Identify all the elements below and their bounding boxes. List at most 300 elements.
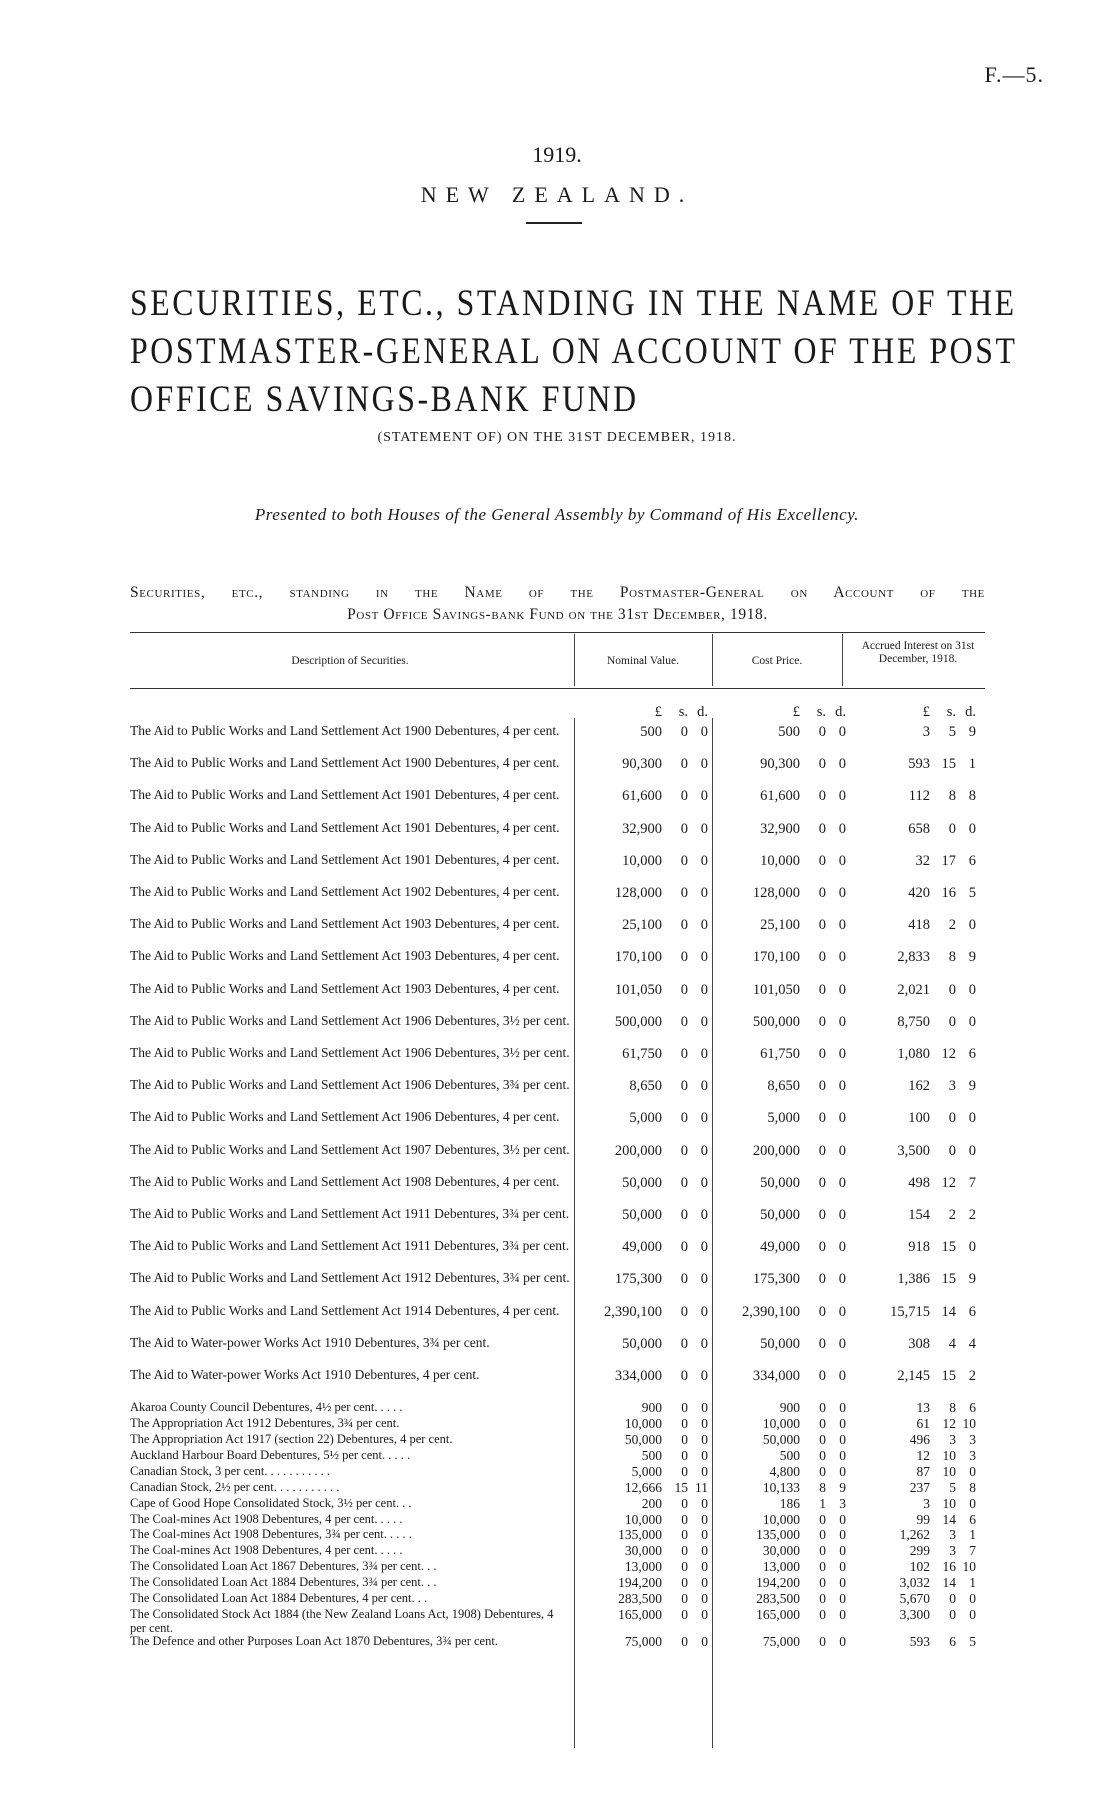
nominal-shillings: 0 <box>681 1633 688 1649</box>
nominal-pounds: 200,000 <box>614 1142 662 1159</box>
accrued-pounds: 3 <box>922 724 930 740</box>
nominal-shillings: 0 <box>681 1511 688 1527</box>
cost-pounds: 50,000 <box>762 1432 800 1447</box>
cost-shillings: 0 <box>819 1575 826 1591</box>
cost-pence: 0 <box>838 1368 846 1384</box>
nominal-shillings: 0 <box>681 1559 688 1575</box>
nominal-shillings: 0 <box>681 1432 688 1447</box>
accrued-pence: 5 <box>968 885 976 901</box>
accrued-pence: 7 <box>969 1543 976 1559</box>
accrued-pence: 5 <box>969 1633 976 1649</box>
accrued-pounds: 2,021 <box>897 981 930 998</box>
security-description: The Aid to Public Works and Land Settlement Act 1903 Debentures, 4 per cent. <box>130 917 560 932</box>
cost-pounds: 32,900 <box>760 820 800 837</box>
cost-pence: 0 <box>838 820 846 837</box>
security-description: Canadian Stock, 3 per cent. . . . . . . . . . . <box>130 1463 330 1478</box>
accrued-shillings: 14 <box>942 1511 956 1527</box>
cost-pence: 0 <box>838 917 846 934</box>
accrued-shillings: 0 <box>948 1013 956 1030</box>
nominal-shillings: 0 <box>680 788 688 805</box>
nominal-shillings: 0 <box>680 981 688 998</box>
accrued-pence: 9 <box>968 1078 976 1095</box>
nominal-shillings: 0 <box>681 1591 688 1606</box>
cost-shillings: 0 <box>818 1303 826 1320</box>
accrued-pence: 0 <box>969 1591 976 1606</box>
nominal-pence: 0 <box>700 1110 708 1127</box>
cost-pence: 0 <box>839 1559 846 1575</box>
table-title <box>130 582 985 626</box>
accrued-shillings: 17 <box>941 852 956 869</box>
cost-shillings: 0 <box>818 1142 826 1159</box>
security-description: Auckland Harbour Board Debentures, 5½ per cent. . . . . <box>130 1447 411 1462</box>
nominal-pence: 0 <box>700 1078 708 1095</box>
nominal-shillings: 0 <box>680 1078 688 1095</box>
accrued-shillings: 0 <box>949 1591 956 1606</box>
accrued-pounds: 1,080 <box>897 1046 930 1062</box>
cost-pounds: 13,000 <box>762 1559 800 1575</box>
cost-pence: 0 <box>838 885 846 901</box>
nominal-pounds: 61,750 <box>622 1046 662 1062</box>
cost-pounds: 8,650 <box>767 1078 800 1095</box>
accrued-pounds: 162 <box>908 1078 930 1095</box>
cost-pounds: 334,000 <box>752 1368 800 1384</box>
accrued-pence: 6 <box>968 1046 976 1062</box>
nominal-pence: 0 <box>700 885 708 901</box>
cost-pence: 0 <box>838 852 846 869</box>
cost-pence: 0 <box>838 981 846 998</box>
nominal-pounds: 5,000 <box>629 1110 662 1127</box>
nominal-pounds: 13,000 <box>624 1559 662 1575</box>
nominal-pence: 0 <box>700 788 708 805</box>
body-separator-1 <box>574 718 575 1748</box>
accrued-shillings: 5 <box>949 1479 956 1495</box>
cost-shillings: 0 <box>819 1463 826 1479</box>
nominal-pounds: 500 <box>641 1447 662 1463</box>
nominal-pence: 0 <box>700 1303 708 1320</box>
nominal-pounds: 90,300 <box>622 756 662 773</box>
nominal-pence: 0 <box>700 820 708 837</box>
cost-pounds: 186 <box>779 1495 800 1511</box>
nominal-pence: 0 <box>701 1591 708 1606</box>
cost-pounds: 75,000 <box>762 1633 800 1649</box>
nominal-pounds: 128,000 <box>614 885 662 901</box>
cost-pence: 0 <box>839 1606 846 1622</box>
cost-shillings: 0 <box>818 1239 826 1256</box>
accrued-pounds: 496 <box>909 1432 930 1447</box>
body-separator-2 <box>712 718 713 1748</box>
cost-pounds: 283,500 <box>756 1591 800 1606</box>
nominal-pounds: 50,000 <box>624 1432 662 1447</box>
cost-shillings: 0 <box>819 1432 826 1447</box>
accrued-shillings: 15 <box>941 756 956 773</box>
accrued-shillings: 0 <box>948 1110 956 1127</box>
nominal-pounds: 500,000 <box>614 1013 662 1030</box>
nominal-pence: 0 <box>700 949 708 966</box>
nominal-pence: 0 <box>700 1271 708 1288</box>
accrued-shillings: 10 <box>942 1463 956 1479</box>
nominal-pounds: 175,300 <box>614 1271 662 1288</box>
heading-divider <box>526 222 582 224</box>
cost-pounds: 10,000 <box>762 1511 800 1527</box>
nominal-pounds: 170,100 <box>614 949 662 966</box>
accrued-shillings: 5 <box>948 724 956 740</box>
security-description: The Aid to Public Works and Land Settlement Act 1901 Debentures, 4 per cent. <box>130 788 560 803</box>
nominal-shillings: 0 <box>680 1142 688 1159</box>
cost-pence: 0 <box>839 1575 846 1591</box>
accrued-shillings: 10 <box>942 1495 956 1511</box>
nominal-shillings: 0 <box>681 1463 688 1479</box>
nominal-pence: 0 <box>701 1633 708 1649</box>
cost-pounds: 25,100 <box>760 917 800 934</box>
cost-pence: 0 <box>838 949 846 966</box>
cost-pence: 0 <box>839 1527 846 1543</box>
nominal-pence: 0 <box>701 1559 708 1575</box>
cost-shillings: 0 <box>818 820 826 837</box>
cost-shillings: 0 <box>819 1633 826 1649</box>
security-description: The Consolidated Stock Act 1884 (the New Zealand Loans Act, 1908) Debentures, 4 per cent. <box>130 1606 554 1635</box>
cost-pence: 0 <box>839 1633 846 1649</box>
cost-pounds: 500 <box>779 1447 800 1463</box>
currency-shilling-accrued: s. <box>946 704 956 720</box>
nominal-shillings: 0 <box>680 756 688 773</box>
cost-pence: 0 <box>839 1543 846 1559</box>
cost-pence: 0 <box>838 756 846 773</box>
accrued-pence: 1 <box>969 1527 976 1543</box>
accrued-pounds: 12 <box>916 1447 930 1463</box>
cost-pence: 0 <box>838 1110 846 1127</box>
nominal-shillings: 0 <box>680 724 688 740</box>
security-description: The Aid to Public Works and Land Settlement Act 1911 Debentures, 3¾ per cent. <box>130 1239 570 1254</box>
nominal-pence: 0 <box>700 1174 708 1191</box>
accrued-shillings: 8 <box>948 788 956 805</box>
accrued-pence: 3 <box>969 1432 976 1447</box>
nominal-pounds: 334,000 <box>614 1368 662 1384</box>
document-year: 1919. <box>532 142 582 167</box>
security-description: The Coal-mines Act 1908 Debentures, 3¾ per cent. . . . . <box>130 1527 412 1542</box>
security-description: The Aid to Public Works and Land Settlement Act 1906 Debentures, 3¾ per cent. <box>130 1078 570 1093</box>
security-description: The Aid to Public Works and Land Settlement Act 1907 Debentures, 3½ per cent. <box>130 1142 570 1157</box>
security-description: The Coal-mines Act 1908 Debentures, 4 per cent. . . . . <box>130 1543 403 1558</box>
cost-pence: 0 <box>839 1416 846 1432</box>
currency-pound-cost: £ <box>792 704 800 720</box>
accrued-shillings: 10 <box>942 1447 956 1463</box>
security-description: Canadian Stock, 2½ per cent. . . . . . . . . . . <box>130 1479 340 1494</box>
nominal-pounds: 8,650 <box>629 1078 662 1095</box>
nominal-pounds: 50,000 <box>622 1174 662 1191</box>
accrued-pounds: 299 <box>909 1543 930 1559</box>
cost-shillings: 0 <box>819 1591 826 1606</box>
cost-shillings: 0 <box>819 1447 826 1463</box>
nominal-shillings: 0 <box>680 1335 688 1352</box>
accrued-pence: 0 <box>968 981 976 998</box>
accrued-pounds: 8,750 <box>897 1013 930 1030</box>
nominal-pounds: 900 <box>641 1400 662 1416</box>
accrued-pounds: 658 <box>908 820 930 837</box>
accrued-pounds: 1,262 <box>899 1527 930 1543</box>
nominal-pence: 0 <box>701 1575 708 1591</box>
security-description: The Aid to Public Works and Land Settlement Act 1903 Debentures, 4 per cent. <box>130 981 560 996</box>
nominal-shillings: 0 <box>680 885 688 901</box>
cost-shillings: 0 <box>818 949 826 966</box>
cost-pence: 0 <box>838 1303 846 1320</box>
nominal-pence: 0 <box>701 1527 708 1543</box>
page-reference: F.—5. <box>984 62 1044 87</box>
cost-pence: 0 <box>838 1239 846 1256</box>
accrued-pence: 0 <box>968 1013 976 1030</box>
accrued-shillings: 15 <box>941 1368 956 1384</box>
main-title <box>130 280 1018 424</box>
cost-pounds: 4,800 <box>769 1463 800 1479</box>
nominal-shillings: 0 <box>681 1606 688 1622</box>
accrued-pence: 9 <box>968 949 976 966</box>
accrued-pounds: 418 <box>908 917 930 934</box>
accrued-shillings: 12 <box>941 1174 956 1191</box>
security-description: The Aid to Public Works and Land Settlement Act 1902 Debentures, 4 per cent. <box>130 885 560 899</box>
cost-pence: 0 <box>839 1432 846 1447</box>
security-description: The Aid to Water-power Works Act 1910 Debentures, 3¾ per cent. <box>130 1335 490 1350</box>
cost-pence: 0 <box>838 1174 846 1191</box>
accrued-pence: 0 <box>969 1606 976 1622</box>
nominal-pounds: 25,100 <box>622 917 662 934</box>
cost-pence: 0 <box>838 1271 846 1288</box>
column-separator-3 <box>842 634 843 686</box>
cost-shillings: 0 <box>818 981 826 998</box>
nominal-shillings: 15 <box>674 1479 688 1495</box>
cost-pence: 9 <box>839 1479 846 1495</box>
cost-shillings: 0 <box>819 1543 826 1559</box>
cost-pence: 0 <box>839 1511 846 1527</box>
column-header-nominal: Nominal Value. <box>607 655 679 667</box>
accrued-pounds: 3,032 <box>899 1575 930 1591</box>
statement-subtitle: (STATEMENT OF) ON THE 31ST DECEMBER, 1918. <box>377 430 737 445</box>
accrued-pence: 3 <box>969 1447 976 1463</box>
currency-shilling-nominal: s. <box>678 704 688 720</box>
currency-pound-accrued: £ <box>922 704 930 720</box>
accrued-pounds: 3,500 <box>897 1142 930 1159</box>
nominal-pence: 0 <box>701 1400 708 1416</box>
nominal-pence: 0 <box>700 756 708 773</box>
accrued-shillings: 0 <box>948 981 956 998</box>
currency-pence-accrued: d. <box>965 704 976 720</box>
nominal-shillings: 0 <box>680 1271 688 1288</box>
accrued-pence: 6 <box>968 1303 976 1320</box>
cost-shillings: 0 <box>818 724 826 740</box>
accrued-shillings: 3 <box>949 1527 956 1543</box>
nominal-shillings: 0 <box>680 1046 688 1062</box>
nominal-shillings: 0 <box>680 1239 688 1256</box>
accrued-shillings: 16 <box>941 885 956 901</box>
cost-pence: 0 <box>838 788 846 805</box>
security-description: The Appropriation Act 1917 (section 22) Debentures, 4 per cent. <box>130 1432 453 1446</box>
nominal-pounds: 50,000 <box>622 1335 662 1352</box>
security-description: The Aid to Public Works and Land Settlement Act 1908 Debentures, 4 per cent. <box>130 1174 560 1189</box>
accrued-pence: 7 <box>968 1174 976 1191</box>
cost-shillings: 0 <box>818 1335 826 1352</box>
cost-pence: 0 <box>838 1207 846 1223</box>
cost-pence: 0 <box>839 1400 846 1416</box>
cost-pence: 0 <box>838 1335 846 1352</box>
accrued-pounds: 3,300 <box>899 1606 930 1622</box>
nominal-shillings: 0 <box>681 1447 688 1463</box>
cost-pounds: 500,000 <box>752 1013 800 1030</box>
accrued-pounds: 2,833 <box>897 949 930 966</box>
accrued-pounds: 308 <box>908 1335 930 1352</box>
security-description: The Aid to Public Works and Land Settlement Act 1906 Debentures, 4 per cent. <box>130 1110 560 1125</box>
cost-pounds: 2,390,100 <box>742 1303 800 1320</box>
accrued-shillings: 15 <box>941 1271 956 1288</box>
nominal-pounds: 10,000 <box>624 1511 662 1527</box>
cost-shillings: 0 <box>818 1046 826 1062</box>
nominal-pence: 0 <box>701 1447 708 1463</box>
nominal-shillings: 0 <box>680 1303 688 1320</box>
currency-pence-nominal: d. <box>697 704 708 720</box>
nominal-pence: 0 <box>700 1046 708 1062</box>
currency-pound-nominal: £ <box>654 704 662 720</box>
accrued-pence: 0 <box>968 1142 976 1159</box>
cost-shillings: 0 <box>819 1511 826 1527</box>
main-title-line-1: SECURITIES, ETC., STANDING IN THE NAME OF THE <box>130 283 1017 324</box>
accrued-shillings: 2 <box>948 1207 956 1223</box>
cost-pounds: 5,000 <box>767 1110 800 1127</box>
security-description: The Aid to Public Works and Land Settlement Act 1900 Debentures, 4 per cent. <box>130 724 560 738</box>
accrued-pence: 0 <box>968 1110 976 1127</box>
nominal-pounds: 101,050 <box>614 981 662 998</box>
cost-pence: 0 <box>839 1447 846 1463</box>
accrued-shillings: 16 <box>942 1559 956 1575</box>
nominal-pounds: 61,600 <box>622 788 662 805</box>
table-header-rule-top <box>130 632 985 633</box>
security-description: The Aid to Public Works and Land Settlement Act 1903 Debentures, 4 per cent. <box>130 949 560 964</box>
cost-pounds: 900 <box>779 1400 800 1416</box>
nominal-pounds: 30,000 <box>624 1543 662 1559</box>
cost-shillings: 0 <box>819 1606 826 1622</box>
security-description: The Aid to Public Works and Land Settlement Act 1906 Debentures, 3½ per cent. <box>130 1013 570 1028</box>
accrued-pounds: 918 <box>908 1239 930 1256</box>
accrued-shillings: 12 <box>941 1046 956 1062</box>
cost-pounds: 10,133 <box>762 1479 800 1495</box>
accrued-pounds: 3 <box>923 1495 930 1511</box>
cost-pounds: 175,300 <box>752 1271 800 1288</box>
cost-pounds: 50,000 <box>760 1207 800 1223</box>
currency-shilling-cost: s. <box>816 704 826 720</box>
accrued-pounds: 593 <box>909 1633 930 1649</box>
nominal-pounds: 165,000 <box>618 1606 662 1622</box>
nominal-pounds: 32,900 <box>622 820 662 837</box>
nominal-pence: 0 <box>700 1239 708 1256</box>
cost-shillings: 0 <box>818 788 826 805</box>
accrued-pence: 0 <box>969 1463 976 1479</box>
accrued-pounds: 237 <box>909 1479 930 1495</box>
nominal-pence: 0 <box>700 1142 708 1159</box>
security-description: The Defence and other Purposes Loan Act 1870 Debentures, 3¾ per cent. <box>130 1633 498 1648</box>
accrued-pence: 6 <box>968 852 976 869</box>
accrued-pence: 1 <box>969 1575 976 1591</box>
accrued-pounds: 61 <box>916 1416 930 1432</box>
nominal-shillings: 0 <box>681 1575 688 1591</box>
presented-line: Presented to both Houses of the General Assembly by Command of His Excellency. <box>254 505 860 524</box>
accrued-shillings: 15 <box>941 1239 956 1256</box>
nominal-shillings: 0 <box>680 1207 688 1223</box>
accrued-pounds: 5,670 <box>899 1591 930 1606</box>
cost-shillings: 0 <box>818 1110 826 1127</box>
cost-shillings: 0 <box>819 1400 826 1416</box>
nominal-pence: 0 <box>700 917 708 934</box>
cost-pounds: 61,600 <box>760 788 800 805</box>
cost-shillings: 0 <box>818 885 826 901</box>
nominal-pounds: 12,666 <box>624 1479 662 1495</box>
nominal-pounds: 49,000 <box>622 1239 662 1256</box>
nominal-shillings: 0 <box>680 1110 688 1127</box>
nominal-pence: 0 <box>700 1013 708 1030</box>
nominal-pounds: 75,000 <box>624 1633 662 1649</box>
cost-pounds: 10,000 <box>760 852 800 869</box>
accrued-pence: 0 <box>968 917 976 934</box>
accrued-pence: 2 <box>968 1207 976 1223</box>
accrued-pounds: 2,145 <box>897 1368 930 1384</box>
cost-pence: 0 <box>838 1013 846 1030</box>
security-description: The Aid to Public Works and Land Settlement Act 1901 Debentures, 4 per cent. <box>130 820 560 835</box>
accrued-pounds: 154 <box>908 1207 930 1223</box>
nominal-pounds: 10,000 <box>624 1416 662 1432</box>
nominal-pounds: 50,000 <box>622 1207 662 1223</box>
cost-pounds: 90,300 <box>760 756 800 773</box>
cost-pounds: 49,000 <box>760 1239 800 1256</box>
cost-pounds: 165,000 <box>756 1606 800 1622</box>
nominal-pounds: 135,000 <box>618 1527 662 1543</box>
cost-shillings: 0 <box>819 1559 826 1575</box>
column-header-cost: Cost Price. <box>751 655 803 667</box>
column-header-accrued: Accrued Interest on 31st December, 1918. <box>861 640 975 665</box>
security-description: The Aid to Public Works and Land Settlement Act 1911 Debentures, 3¾ per cent. <box>130 1207 570 1221</box>
cost-shillings: 0 <box>818 1078 826 1095</box>
cost-shillings: 0 <box>818 1207 826 1223</box>
security-description: The Consolidated Loan Act 1867 Debentures, 3¾ per cent. . . <box>130 1559 437 1574</box>
security-description: The Aid to Public Works and Land Settlement Act 1914 Debentures, 4 per cent. <box>130 1303 560 1318</box>
cost-pounds: 500 <box>778 724 800 740</box>
security-description: The Aid to Public Works and Land Settlement Act 1912 Debentures, 3¾ per cent. <box>130 1271 570 1286</box>
nominal-pounds: 10,000 <box>622 852 662 869</box>
accrued-pence: 2 <box>968 1368 976 1384</box>
column-separator-1 <box>574 634 575 686</box>
accrued-pence: 8 <box>969 1479 976 1495</box>
accrued-shillings: 3 <box>949 1543 956 1559</box>
nominal-pounds: 500 <box>640 724 662 740</box>
accrued-shillings: 3 <box>948 1078 956 1095</box>
nominal-pence: 0 <box>701 1511 708 1527</box>
cost-pence: 0 <box>838 1046 846 1062</box>
nominal-pence: 0 <box>700 1335 708 1352</box>
nominal-pence: 0 <box>700 981 708 998</box>
nominal-shillings: 0 <box>681 1527 688 1543</box>
cost-pounds: 10,000 <box>762 1416 800 1432</box>
nominal-shillings: 0 <box>681 1416 688 1432</box>
security-description: Akaroa County Council Debentures, 4½ per cent. . . . . <box>130 1400 403 1415</box>
cost-pounds: 50,000 <box>760 1174 800 1191</box>
nominal-shillings: 0 <box>680 852 688 869</box>
accrued-pounds: 420 <box>908 885 930 901</box>
security-description: Cape of Good Hope Consolidated Stock, 3½ per cent. . . <box>130 1495 412 1510</box>
cost-pence: 3 <box>839 1495 846 1511</box>
nominal-pounds: 5,000 <box>631 1463 662 1479</box>
cost-shillings: 0 <box>818 1013 826 1030</box>
security-description: The Consolidated Loan Act 1884 Debentures, 4 per cent. . . <box>130 1591 428 1605</box>
nominal-pence: 0 <box>701 1463 708 1479</box>
cost-shillings: 0 <box>819 1416 826 1432</box>
nominal-pence: 0 <box>700 1368 708 1384</box>
accrued-pounds: 102 <box>909 1559 930 1575</box>
cost-pounds: 50,000 <box>760 1335 800 1352</box>
accrued-shillings: 2 <box>948 917 956 934</box>
